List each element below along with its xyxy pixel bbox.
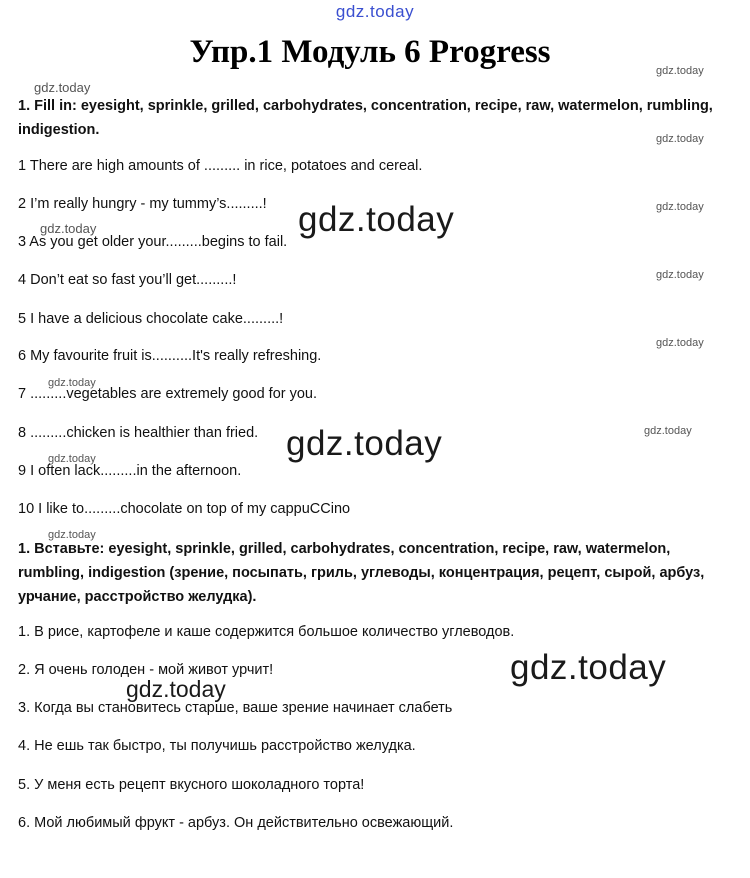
russian-instruction-line-1: 1. Вставьте: eyesight, sprinkle, grilled, carbohydrates, concentration, recipe, raw, watermelon, — [18, 541, 671, 557]
english-item-4: 4 Don’t eat so fast you’ll get.........! — [18, 272, 237, 288]
russian-item-3: 3. Когда вы становитесь старше, ваше зрение начинает слабеть — [18, 700, 453, 716]
watermark-small: gdz.today — [40, 221, 97, 236]
watermark-large: gdz.today — [298, 200, 455, 239]
english-item-6: 6 My favourite fruit is..........It's really refreshing. — [18, 348, 322, 364]
russian-item-1: 1. В рисе, картофеле и каше содержится большое количество углеводов. — [18, 624, 515, 640]
english-item-2: 2 I’m really hungry - my tummy’s.........! — [18, 196, 267, 212]
russian-item-5: 5. У меня есть рецепт вкусного шоколадного торта! — [18, 777, 365, 793]
english-item-9: 9 I often lack.........in the afternoon. — [18, 463, 242, 479]
watermark-small: gdz.today — [34, 80, 91, 95]
watermark-small: gdz.today — [656, 65, 704, 77]
page-title: Упр.1 Модуль 6 Progress — [189, 34, 551, 70]
english-item-8: 8 .........chicken is healthier than fried. — [18, 425, 259, 441]
top-watermark: gdz.today — [335, 2, 415, 21]
watermark-large: gdz.today — [286, 424, 443, 463]
english-item-3: 3 As you get older your.........begins to fail. — [18, 234, 288, 250]
watermark-large: gdz.today — [510, 648, 667, 687]
english-instruction-line-2: indigestion. — [18, 122, 100, 138]
watermark-small: gdz.today — [48, 529, 96, 541]
watermark-small: gdz.today — [656, 201, 704, 213]
watermark-small: gdz.today — [656, 269, 704, 281]
russian-instruction-line-2: rumbling, indigestion (зрение, посыпать, гриль, углеводы, концентрация, рецепт, сырой, арбуз, — [18, 565, 705, 581]
english-instruction-line-1: 1. Fill in: eyesight, sprinkle, grilled, carbohydrates, concentration, recipe, raw, watermelon, rumbling, — [18, 98, 713, 114]
russian-instruction-line-3: урчание, расстройство желудка). — [18, 589, 257, 605]
watermark-small: gdz.today — [48, 453, 96, 465]
english-item-1: 1 There are high amounts of ......... in rice, potatoes and cereal. — [18, 158, 423, 174]
watermark-small: gdz.today — [48, 377, 96, 389]
english-item-10: 10 I like to.........chocolate on top of my cappuCCino — [18, 501, 351, 517]
watermark-small: gdz.today — [656, 133, 704, 145]
english-item-7: 7 .........vegetables are extremely good for you. — [18, 386, 318, 402]
english-item-5: 5 I have a delicious chocolate cake.........! — [18, 311, 284, 327]
watermark-medium: gdz.today — [126, 676, 226, 702]
watermark-small: gdz.today — [644, 425, 692, 437]
watermark-small: gdz.today — [656, 337, 704, 349]
russian-item-2: 2. Я очень голоден - мой живот урчит! — [18, 662, 274, 678]
russian-item-4: 4. Не ешь так быстро, ты получишь расстройство желудка. — [18, 738, 416, 754]
russian-item-6: 6. Мой любимый фрукт - арбуз. Он действительно освежающий. — [18, 815, 454, 831]
